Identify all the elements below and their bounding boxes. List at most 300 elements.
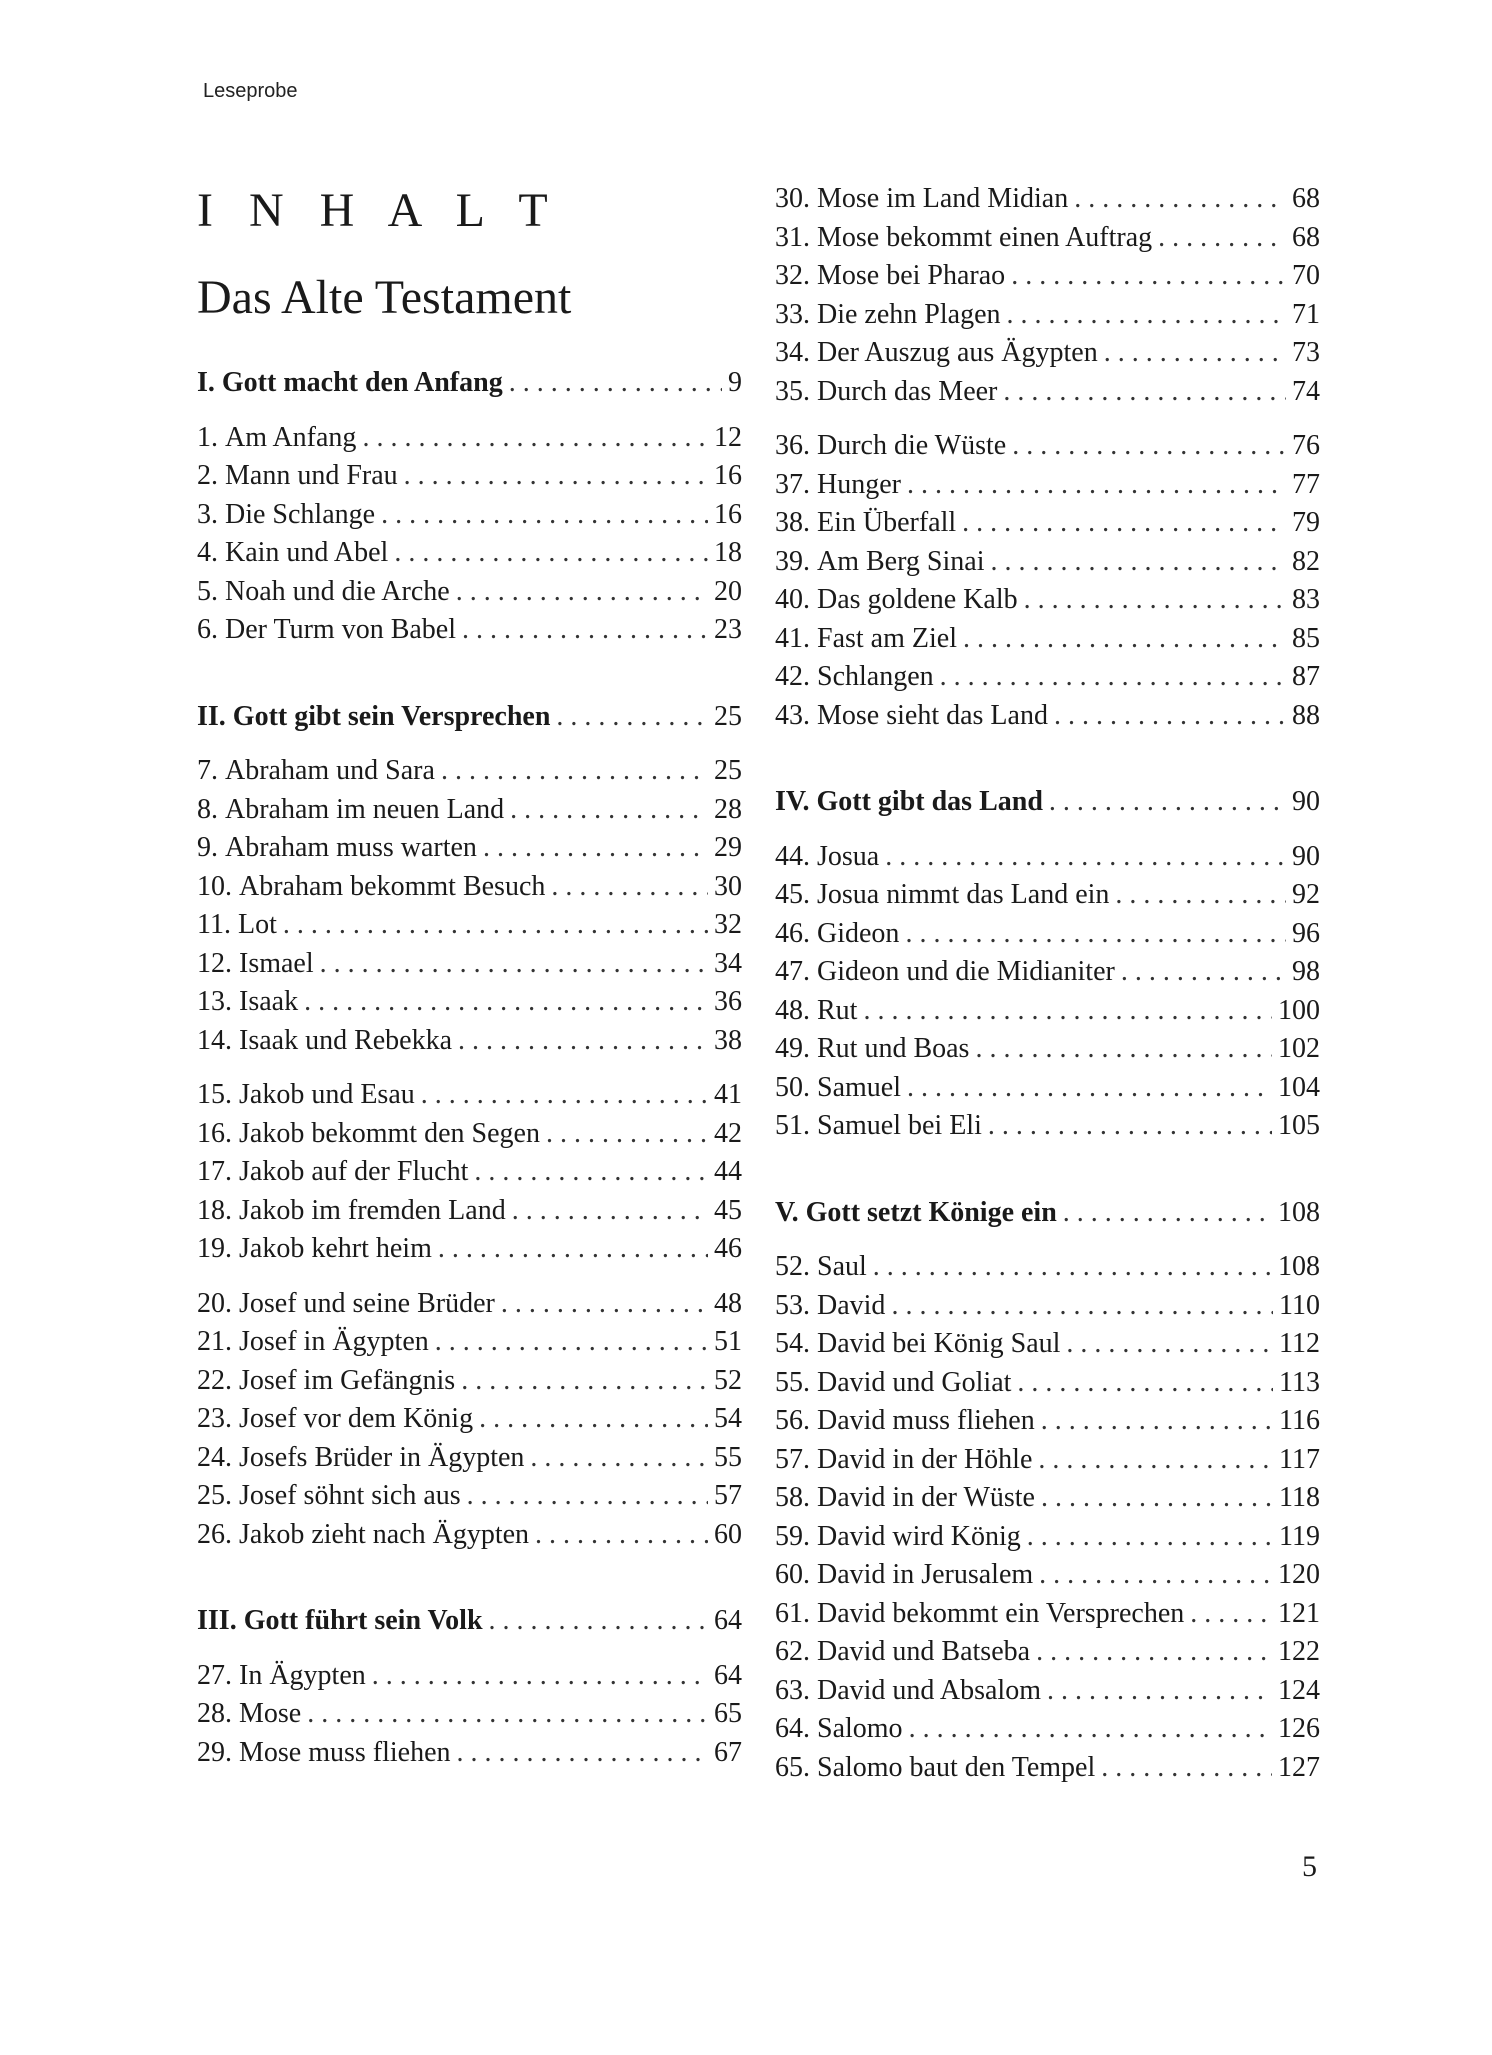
toc-entry-title: Mose bei Pharao — [817, 260, 1006, 291]
toc-leader-dots — [1190, 1595, 1272, 1634]
toc-page-number: 119 — [1279, 1520, 1320, 1552]
toc-entry-number: 60. — [775, 1559, 810, 1590]
toc-section-heading — [775, 783, 1320, 822]
toc-section-heading — [197, 1602, 742, 1641]
toc-page-number: 120 — [1278, 1559, 1320, 1590]
toc-entry — [197, 868, 742, 907]
toc-spacer — [775, 1232, 1320, 1248]
toc-page-number: 96 — [1292, 917, 1320, 949]
toc-entry-title: Rut — [817, 994, 858, 1026]
toc-leader-dots — [372, 1657, 708, 1696]
toc-entry-title: Jakob zieht nach Ägypten — [239, 1518, 530, 1550]
toc-entry-number: 47. — [775, 956, 810, 987]
toc-entry-number: 28. — [197, 1698, 232, 1729]
toc-leader-dots — [907, 1069, 1272, 1108]
toc-entry — [775, 1556, 1320, 1595]
toc-leader-dots — [438, 1230, 708, 1269]
toc-page-number: 57 — [714, 1480, 742, 1511]
toc-entry-title: Abraham im neuen Land — [225, 793, 505, 825]
toc-entry-title: Schlangen — [817, 661, 934, 692]
toc-leader-dots — [990, 543, 1286, 582]
toc-entry-title: Die zehn Plagen — [817, 298, 1001, 330]
toc-page-number: 23 — [714, 614, 742, 645]
toc-page-number: 60 — [714, 1518, 742, 1550]
toc-entry-title: David in der Wüste — [817, 1482, 1035, 1513]
toc-entry-title: Josua — [817, 840, 880, 872]
toc-entry-number: 16. — [197, 1117, 232, 1149]
toc-entry — [197, 573, 742, 612]
toc-entry-title: Josef in Ägypten — [239, 1326, 429, 1357]
toc-leader-dots — [535, 1516, 708, 1555]
header-label: Leseprobe — [203, 80, 298, 102]
toc-entry-title: Isaak — [239, 986, 299, 1017]
toc-page-number: 110 — [1279, 1289, 1320, 1321]
toc-entry-number: 56. — [775, 1405, 810, 1436]
toc-leader-dots — [909, 1710, 1272, 1749]
toc-page-number: 34 — [714, 947, 742, 979]
toc-entry — [197, 1076, 742, 1115]
toc-entry-title: Gideon — [817, 917, 900, 949]
toc-entry — [197, 1153, 742, 1192]
toc-spacer — [197, 736, 742, 752]
toc-entry-number: 37. — [775, 468, 810, 500]
toc-page-number: 65 — [714, 1698, 742, 1729]
toc-leader-dots — [283, 906, 708, 945]
toc-entry-number: 13. — [197, 986, 232, 1017]
toc-entry-number: 24. — [197, 1441, 232, 1473]
toc-page-number: 55 — [714, 1441, 742, 1473]
page-subtitle: Das Alte Testament — [197, 271, 572, 324]
toc-entry — [197, 1362, 742, 1401]
toc-entry-number: 9. — [197, 832, 218, 863]
toc-entry — [775, 1364, 1320, 1403]
toc-leader-dots — [975, 1030, 1272, 1069]
toc-leader-dots — [988, 1107, 1272, 1146]
toc-entry-number: 54. — [775, 1328, 810, 1359]
toc-page-number: 45 — [714, 1194, 742, 1226]
toc-leader-dots — [1011, 257, 1286, 296]
toc-entry-title: Kain und Abel — [225, 537, 389, 568]
toc-page-number: 79 — [1292, 507, 1320, 538]
toc-entry-title: David in der Höhle — [817, 1443, 1033, 1475]
toc-entry-number: 50. — [775, 1071, 810, 1103]
toc-entry-title: Jakob im fremden Land — [239, 1194, 506, 1226]
toc-entry-number: 27. — [197, 1659, 232, 1691]
toc-leader-dots — [456, 573, 708, 612]
toc-page-number: 105 — [1278, 1110, 1320, 1141]
toc-page-number: 118 — [1279, 1482, 1320, 1513]
toc-page-number: 12 — [714, 421, 742, 453]
toc-page-number: 92 — [1292, 879, 1320, 910]
toc-entry-number: 20. — [197, 1287, 232, 1319]
toc-leader-dots — [885, 838, 1286, 877]
toc-entry-title: Josef und seine Brüder — [239, 1287, 495, 1319]
toc-spacer — [775, 411, 1320, 427]
toc-entry-number: 29. — [197, 1736, 232, 1768]
toc-entry — [775, 180, 1320, 219]
toc-leader-dots — [394, 534, 708, 573]
toc-entry — [197, 906, 742, 945]
toc-entry-number: 63. — [775, 1674, 810, 1706]
toc-entry — [197, 1477, 742, 1516]
toc-entry-number: 7. — [197, 755, 218, 786]
toc-entry-number: 2. — [197, 460, 218, 491]
toc-leader-dots — [1039, 1556, 1272, 1595]
toc-leader-dots — [530, 1439, 708, 1478]
toc-entry-number: 39. — [775, 545, 810, 577]
toc-entry-title: Jakob auf der Flucht — [239, 1156, 469, 1187]
toc-page-number: 9 — [728, 367, 742, 398]
toc-entry-number: 51. — [775, 1110, 810, 1141]
toc-page-number: 73 — [1292, 337, 1320, 368]
toc-leader-dots — [1041, 1402, 1273, 1441]
toc-leader-dots — [362, 419, 708, 458]
toc-entry-number: 23. — [197, 1403, 232, 1434]
toc-leader-dots — [1007, 296, 1287, 335]
toc-page-number: 100 — [1278, 994, 1320, 1026]
toc-page-number: 77 — [1292, 468, 1320, 500]
toc-leader-dots — [441, 752, 708, 791]
toc-leader-dots — [479, 1400, 708, 1439]
toc-page-number: 87 — [1292, 661, 1320, 692]
toc-entry-title: Rut und Boas — [817, 1033, 970, 1064]
toc-page-number: 28 — [714, 793, 742, 825]
toc-entry-number: 5. — [197, 575, 218, 607]
toc-entry — [775, 581, 1320, 620]
toc-entry — [775, 1069, 1320, 1108]
toc-leader-dots — [1017, 1364, 1273, 1403]
toc-leader-dots — [1054, 697, 1286, 736]
toc-entry — [775, 620, 1320, 659]
toc-leader-dots — [1003, 373, 1286, 412]
toc-page-number: 116 — [1279, 1405, 1320, 1436]
toc-entry-number: 21. — [197, 1326, 232, 1357]
toc-spacer — [775, 1146, 1320, 1194]
toc-page-number: 102 — [1278, 1033, 1320, 1064]
toc-entry-number: 34. — [775, 337, 810, 368]
toc-page-number: 64 — [714, 1659, 742, 1691]
toc-page-number: 29 — [714, 832, 742, 863]
toc-leader-dots — [489, 1602, 708, 1641]
toc-entry-title: Isaak und Rebekka — [239, 1024, 453, 1056]
toc-entry-number: 41. — [775, 622, 810, 654]
toc-leader-dots — [863, 992, 1272, 1031]
toc-entry — [775, 219, 1320, 258]
toc-entry — [197, 1285, 742, 1324]
toc-leader-dots — [1036, 1633, 1272, 1672]
toc-entry-title: Abraham bekommt Besuch — [239, 870, 546, 902]
toc-entry-title: David in Jerusalem — [817, 1559, 1034, 1590]
toc-page-number: 83 — [1292, 584, 1320, 615]
toc-section-title: IV. Gott gibt das Land — [775, 786, 1043, 817]
toc-entry-title: Mann und Frau — [225, 460, 398, 491]
toc-entry — [197, 1657, 742, 1696]
toc-page-number: 16 — [714, 498, 742, 530]
toc-entry-title: Abraham muss warten — [225, 832, 477, 863]
toc-entry — [197, 1516, 742, 1555]
toc-section-title: III. Gott führt sein Volk — [197, 1605, 483, 1636]
toc-entry-number: 58. — [775, 1482, 810, 1513]
toc-leader-dots — [1038, 1441, 1273, 1480]
toc-entry-title: Das goldene Kalb — [817, 584, 1018, 615]
toc-page-number: 82 — [1292, 545, 1320, 577]
toc-entry — [197, 791, 742, 830]
toc-entry-title: David — [817, 1289, 886, 1321]
toc-entry-title: Josefs Brüder in Ägypten — [239, 1441, 525, 1473]
toc-entry-number: 35. — [775, 375, 810, 407]
toc-entry — [775, 334, 1320, 373]
toc-leader-dots — [404, 457, 708, 496]
toc-entry-number: 1. — [197, 421, 218, 453]
toc-entry — [775, 1518, 1320, 1557]
toc-entry-title: Abraham und Sara — [225, 755, 435, 786]
toc-page-number: 30 — [714, 870, 742, 902]
toc-page-number: 126 — [1278, 1713, 1320, 1744]
toc-leader-dots — [304, 983, 708, 1022]
toc-entry-number: 59. — [775, 1520, 810, 1552]
toc-entry-number: 45. — [775, 879, 810, 910]
toc-leader-dots — [421, 1076, 708, 1115]
toc-leader-dots — [1049, 783, 1286, 822]
toc-leader-dots — [435, 1323, 708, 1362]
toc-leader-dots — [467, 1477, 708, 1516]
toc-leader-dots — [546, 1115, 708, 1154]
toc-leader-dots — [307, 1695, 708, 1734]
toc-page-number: 113 — [1279, 1366, 1320, 1398]
toc-entry-number: 64. — [775, 1713, 810, 1744]
toc-entry-number: 33. — [775, 298, 810, 330]
toc-entry — [197, 829, 742, 868]
toc-entry-number: 57. — [775, 1443, 810, 1475]
toc-entry-number: 4. — [197, 537, 218, 568]
toc-entry-title: Ein Überfall — [817, 507, 957, 538]
toc-entry-title: Mose im Land Midian — [817, 183, 1069, 214]
toc-entry-title: In Ägypten — [239, 1659, 366, 1691]
toc-leader-dots — [461, 1362, 708, 1401]
toc-right-column — [775, 180, 1320, 1787]
toc-entry-title: Mose sieht das Land — [817, 699, 1048, 731]
toc-entry-number: 26. — [197, 1518, 232, 1550]
toc-leader-dots — [1041, 1479, 1273, 1518]
toc-entry — [197, 1734, 742, 1773]
toc-entry — [775, 543, 1320, 582]
toc-entry-title: Mose bekommt einen Auftrag — [817, 221, 1153, 253]
toc-entry — [197, 1695, 742, 1734]
toc-entry-title: Durch die Wüste — [817, 430, 1007, 461]
toc-entry — [775, 838, 1320, 877]
toc-entry — [775, 992, 1320, 1031]
toc-entry-title: Jakob und Esau — [239, 1079, 415, 1110]
toc-entry — [775, 1479, 1320, 1518]
toc-entry-title: Ismael — [239, 947, 314, 979]
toc-page-number: 74 — [1292, 375, 1320, 407]
toc-entry — [775, 427, 1320, 466]
toc-page-number: 90 — [1292, 786, 1320, 817]
toc-entry — [775, 658, 1320, 697]
toc-entry-number: 14. — [197, 1024, 232, 1056]
toc-entry — [775, 1749, 1320, 1788]
toc-spacer — [775, 735, 1320, 783]
toc-spacer — [197, 1269, 742, 1285]
toc-entry-title: Gideon und die Midianiter — [817, 956, 1115, 987]
toc-leader-dots — [501, 1285, 708, 1324]
toc-entry — [197, 1115, 742, 1154]
toc-page-number: 68 — [1292, 183, 1320, 214]
toc-entry-number: 38. — [775, 507, 810, 538]
toc-entry — [775, 296, 1320, 335]
toc-entry — [775, 697, 1320, 736]
toc-page-number: 108 — [1278, 1251, 1320, 1282]
toc-entry-number: 10. — [197, 870, 232, 902]
toc-entry-number: 8. — [197, 793, 218, 825]
toc-entry — [197, 419, 742, 458]
toc-entry-title: Am Anfang — [225, 421, 357, 453]
toc-entry-title: Fast am Ziel — [817, 622, 957, 654]
page-title: I N H A L T — [197, 184, 560, 237]
toc-page-number: 51 — [714, 1326, 742, 1357]
toc-entry-number: 61. — [775, 1597, 810, 1629]
toc-entry-title: David und Batseba — [817, 1636, 1031, 1667]
toc-entry-number: 48. — [775, 994, 810, 1026]
toc-leader-dots — [462, 611, 708, 650]
toc-page-number: 76 — [1292, 430, 1320, 461]
toc-entry-title: Am Berg Sinai — [817, 545, 985, 577]
page-number: 5 — [1302, 1850, 1317, 1883]
toc-leader-dots — [474, 1153, 708, 1192]
toc-entry — [775, 1325, 1320, 1364]
toc-entry-number: 55. — [775, 1366, 810, 1398]
toc-entry — [775, 876, 1320, 915]
toc-leader-dots — [457, 1734, 708, 1773]
toc-page-number: 18 — [714, 537, 742, 568]
toc-page-number: 112 — [1279, 1328, 1320, 1359]
toc-leader-dots — [873, 1248, 1272, 1287]
toc-entry — [775, 1672, 1320, 1711]
toc-entry-number: 32. — [775, 260, 810, 291]
toc-entry-title: Der Auszug aus Ägypten — [817, 337, 1098, 368]
toc-entry-number: 22. — [197, 1364, 232, 1396]
toc-leader-dots — [381, 496, 708, 535]
toc-spacer — [197, 1554, 742, 1602]
toc-entry — [775, 1030, 1320, 1069]
toc-leader-dots — [1063, 1194, 1272, 1233]
toc-leader-dots — [1158, 219, 1286, 258]
toc-page-number: 48 — [714, 1287, 742, 1319]
toc-entry — [197, 945, 742, 984]
toc-left-column — [197, 364, 742, 1772]
toc-leader-dots — [1024, 581, 1286, 620]
toc-leader-dots — [1047, 1672, 1272, 1711]
toc-entry-title: Josua nimmt das Land ein — [817, 879, 1110, 910]
toc-leader-dots — [1104, 334, 1286, 373]
toc-entry-title: Salomo — [817, 1713, 903, 1744]
toc-entry-title: Samuel bei Eli — [817, 1110, 982, 1141]
toc-entry-number: 53. — [775, 1289, 810, 1321]
toc-page-number: 38 — [714, 1024, 742, 1056]
toc-entry-number: 3. — [197, 498, 218, 530]
toc-entry-title: Samuel — [817, 1071, 901, 1103]
toc-leader-dots — [510, 791, 708, 830]
toc-entry — [775, 915, 1320, 954]
toc-entry — [197, 1323, 742, 1362]
toc-section-heading — [197, 698, 742, 737]
toc-leader-dots — [905, 915, 1286, 954]
toc-entry — [197, 983, 742, 1022]
toc-page-number: 44 — [714, 1156, 742, 1187]
toc-entry — [197, 457, 742, 496]
toc-section-heading — [775, 1194, 1320, 1233]
toc-entry-number: 44. — [775, 840, 810, 872]
toc-leader-dots — [940, 658, 1286, 697]
toc-leader-dots — [1101, 1749, 1272, 1788]
toc-entry-number: 43. — [775, 699, 810, 731]
toc-spacer — [197, 403, 742, 419]
toc-page-number: 70 — [1292, 260, 1320, 291]
toc-entry — [197, 1439, 742, 1478]
toc-entry — [775, 373, 1320, 412]
toc-spacer — [197, 1060, 742, 1076]
toc-entry — [775, 1107, 1320, 1146]
toc-entry — [775, 1710, 1320, 1749]
toc-entry-number: 12. — [197, 947, 232, 979]
toc-entry-number: 49. — [775, 1033, 810, 1064]
toc-leader-dots — [1074, 180, 1286, 219]
toc-page-number: 32 — [714, 909, 742, 940]
toc-leader-dots — [551, 868, 708, 907]
toc-entry-title: David bekommt ein Versprechen — [817, 1597, 1185, 1629]
toc-leader-dots — [1027, 1518, 1273, 1557]
toc-entry-title: Jakob bekommt den Segen — [239, 1117, 540, 1149]
toc-page-number: 85 — [1292, 622, 1320, 654]
toc-page-number: 108 — [1278, 1196, 1320, 1228]
toc-entry-title: Der Turm von Babel — [225, 614, 456, 645]
toc-entry — [775, 1402, 1320, 1441]
toc-leader-dots — [907, 466, 1286, 505]
toc-entry — [775, 466, 1320, 505]
toc-entry-number: 15. — [197, 1079, 232, 1110]
toc-page-number: 25 — [714, 700, 742, 732]
toc-page-number: 68 — [1292, 221, 1320, 253]
toc-spacer — [197, 650, 742, 698]
toc-entry-number: 36. — [775, 430, 810, 461]
toc-section-heading — [197, 364, 742, 403]
toc-entry — [775, 1595, 1320, 1634]
toc-page-number: 90 — [1292, 840, 1320, 872]
toc-page-number: 104 — [1278, 1071, 1320, 1103]
toc-entry-title: David bei König Saul — [817, 1328, 1061, 1359]
toc-entry — [197, 1022, 742, 1061]
toc-entry-title: Lot — [237, 909, 277, 940]
toc-page-number: 98 — [1292, 956, 1320, 987]
toc-entry-number: 18. — [197, 1194, 232, 1226]
toc-page-number: 64 — [714, 1605, 742, 1636]
toc-page-number: 25 — [714, 755, 742, 786]
toc-leader-dots — [556, 698, 708, 737]
toc-entry-number: 19. — [197, 1233, 232, 1264]
toc-page-number: 52 — [714, 1364, 742, 1396]
toc-entry — [775, 257, 1320, 296]
toc-entry — [197, 611, 742, 650]
toc-leader-dots — [963, 620, 1286, 659]
toc-entry-number: 42. — [775, 661, 810, 692]
toc-entry — [197, 496, 742, 535]
toc-entry-number: 31. — [775, 221, 810, 253]
toc-entry-title: Die Schlange — [225, 498, 376, 530]
toc-leader-dots — [320, 945, 708, 984]
toc-leader-dots — [962, 504, 1286, 543]
toc-entry-title: David und Goliat — [817, 1366, 1012, 1398]
toc-page-number: 124 — [1278, 1674, 1320, 1706]
